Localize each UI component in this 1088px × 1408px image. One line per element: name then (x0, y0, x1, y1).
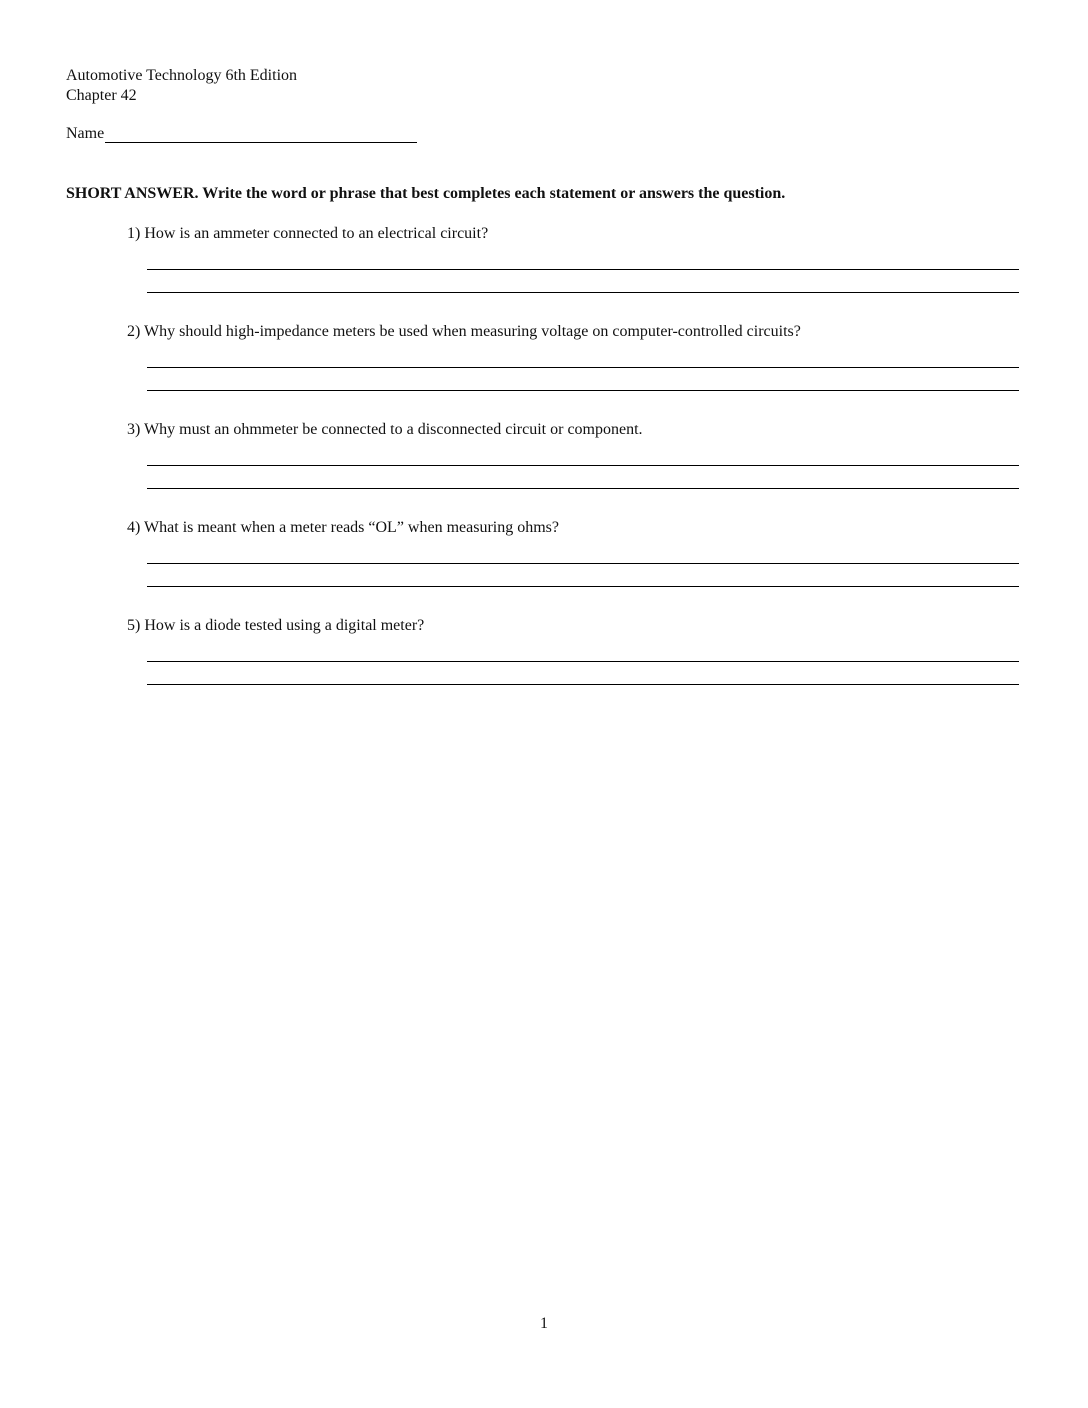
question-item (127, 224, 1019, 322)
name-row (66, 124, 417, 143)
question-text: 1) How is an ammeter connected to an electrical circuit? (127, 225, 489, 242)
question-text: 3) Why must an ohmmeter be connected to a disconnected circuit or component. (127, 421, 643, 438)
name-label: Name (66, 125, 105, 142)
page-number: 1 (540, 1315, 548, 1332)
question-item (127, 616, 1019, 714)
question-text: 4) What is meant when a meter reads “OL” when measuring ohms? (127, 519, 559, 536)
question-text: 5) How is a diode tested using a digital meter? (127, 617, 425, 634)
answer-line[interactable] (147, 586, 1019, 587)
name-field[interactable] (105, 124, 417, 143)
document-header (66, 66, 297, 106)
answer-line[interactable] (147, 269, 1019, 270)
answer-line[interactable] (147, 661, 1019, 662)
question-list (127, 224, 1019, 714)
book-title: Automotive Technology 6th Edition (66, 67, 298, 84)
question-item (127, 322, 1019, 420)
answer-line[interactable] (147, 292, 1019, 293)
answer-line[interactable] (147, 684, 1019, 685)
answer-line[interactable] (147, 563, 1019, 564)
answer-line[interactable] (147, 465, 1019, 466)
answer-line[interactable] (147, 488, 1019, 489)
question-item (127, 420, 1019, 518)
section-instructions: SHORT ANSWER. Write the word or phrase that best completes each statement or answers the question. (66, 185, 786, 202)
answer-line[interactable] (147, 390, 1019, 391)
question-item (127, 518, 1019, 616)
chapter-label: Chapter 42 (66, 87, 137, 104)
answer-line[interactable] (147, 367, 1019, 368)
question-text: 2) Why should high-impedance meters be used when measuring voltage on computer-controlled circuits? (127, 323, 801, 340)
